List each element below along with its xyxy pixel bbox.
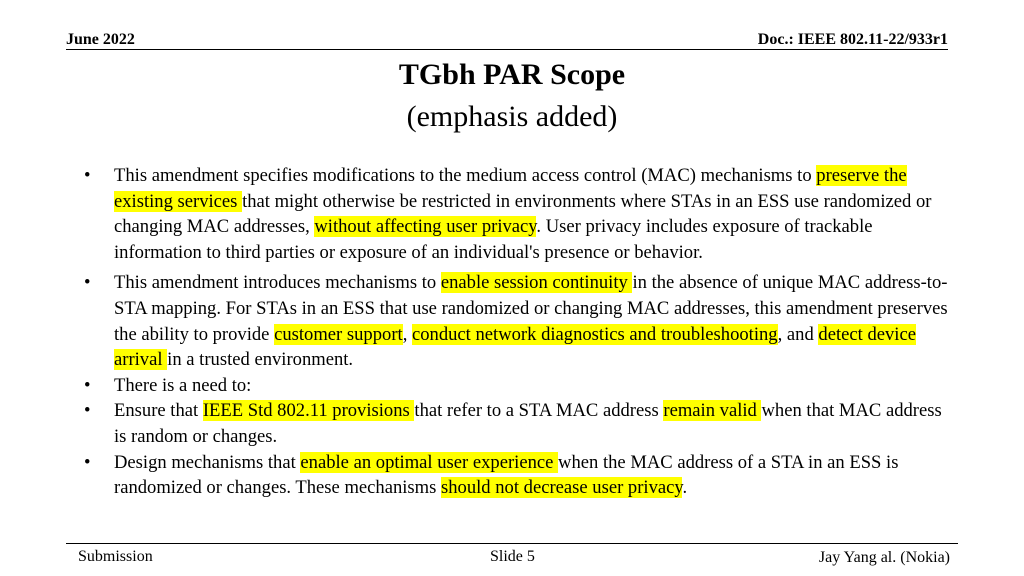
highlighted-phrase: enable session continuity	[440, 272, 633, 294]
highlighted-phrase: without affecting user privacy	[314, 216, 537, 238]
footer-divider	[66, 543, 958, 544]
slide-subtitle: (emphasis added)	[406, 100, 618, 133]
bullet-item-design	[84, 450, 950, 501]
text-run: when the MAC address of a STA in an ESS is randomized or changes. These mechanisms	[114, 451, 899, 499]
text-run: This amendment specifies modifications to the medium access control (MAC) mechanisms to	[114, 165, 817, 186]
bullet-marker: •	[84, 165, 91, 186]
text-run: There is a need to:	[114, 374, 252, 396]
bullet-marker: •	[84, 272, 91, 294]
header-divider	[66, 49, 948, 50]
text-run: ,	[402, 323, 412, 345]
bullet-marker: •	[84, 451, 91, 473]
footer-submission: Submission	[78, 548, 153, 565]
highlighted-phrase: should not decrease user privacy	[441, 477, 683, 499]
text-run: . User privacy includes exposure of trackable information to third parties or exposure of an individual's presence or behavior.	[114, 216, 873, 263]
text-run: in a trusted environment.	[167, 349, 354, 371]
text-run: , and	[777, 323, 819, 345]
highlighted-phrase: conduct network diagnostics and troubleshooting	[411, 323, 778, 345]
footer-slide-number: Slide 5	[490, 548, 535, 565]
text-run: that refer to a STA MAC address	[414, 400, 664, 422]
header-date: June 2022	[66, 31, 135, 48]
bullet-item-need	[84, 373, 950, 399]
footer-author: Jay Yang al. (Nokia)	[818, 549, 950, 566]
bullet-item-session	[84, 270, 950, 372]
highlighted-phrase: remain valid	[663, 400, 762, 422]
slide-title: TGbh PAR Scope	[398, 58, 626, 91]
header-doc-number: Doc.: IEEE 802.11-22/933r1	[757, 31, 948, 48]
highlighted-phrase: enable an optimal user experience	[300, 451, 559, 473]
highlighted-phrase: IEEE Std 802.11 provisions	[202, 400, 415, 422]
bullet-marker: •	[84, 374, 91, 396]
highlighted-phrase: customer support	[274, 323, 403, 345]
bullet-item-ensure	[84, 398, 950, 449]
bullet-item-scope	[84, 163, 950, 265]
text-run: This amendment introduces mechanisms to	[114, 272, 441, 294]
text-run: Ensure that	[114, 400, 203, 422]
highlighted-phrase: detect device arrival	[114, 323, 916, 371]
text-run: when that MAC address is random or changes.	[114, 400, 942, 447]
text-run: Design mechanisms that	[114, 451, 301, 473]
text-run: that might otherwise be restricted in environments where STAs in an ESS use randomized or changing MAC addresses,	[114, 190, 932, 238]
highlighted-phrase: preserve the existing services	[114, 165, 907, 212]
text-run: in the absence of unique MAC address-to-STA mapping. For STAs in an ESS that use randomized or changing MAC addresses, this amendment preserves the ability to provide	[114, 272, 948, 345]
text-run: .	[682, 477, 688, 499]
bullet-marker: •	[84, 400, 91, 422]
bullet-list	[84, 163, 950, 501]
